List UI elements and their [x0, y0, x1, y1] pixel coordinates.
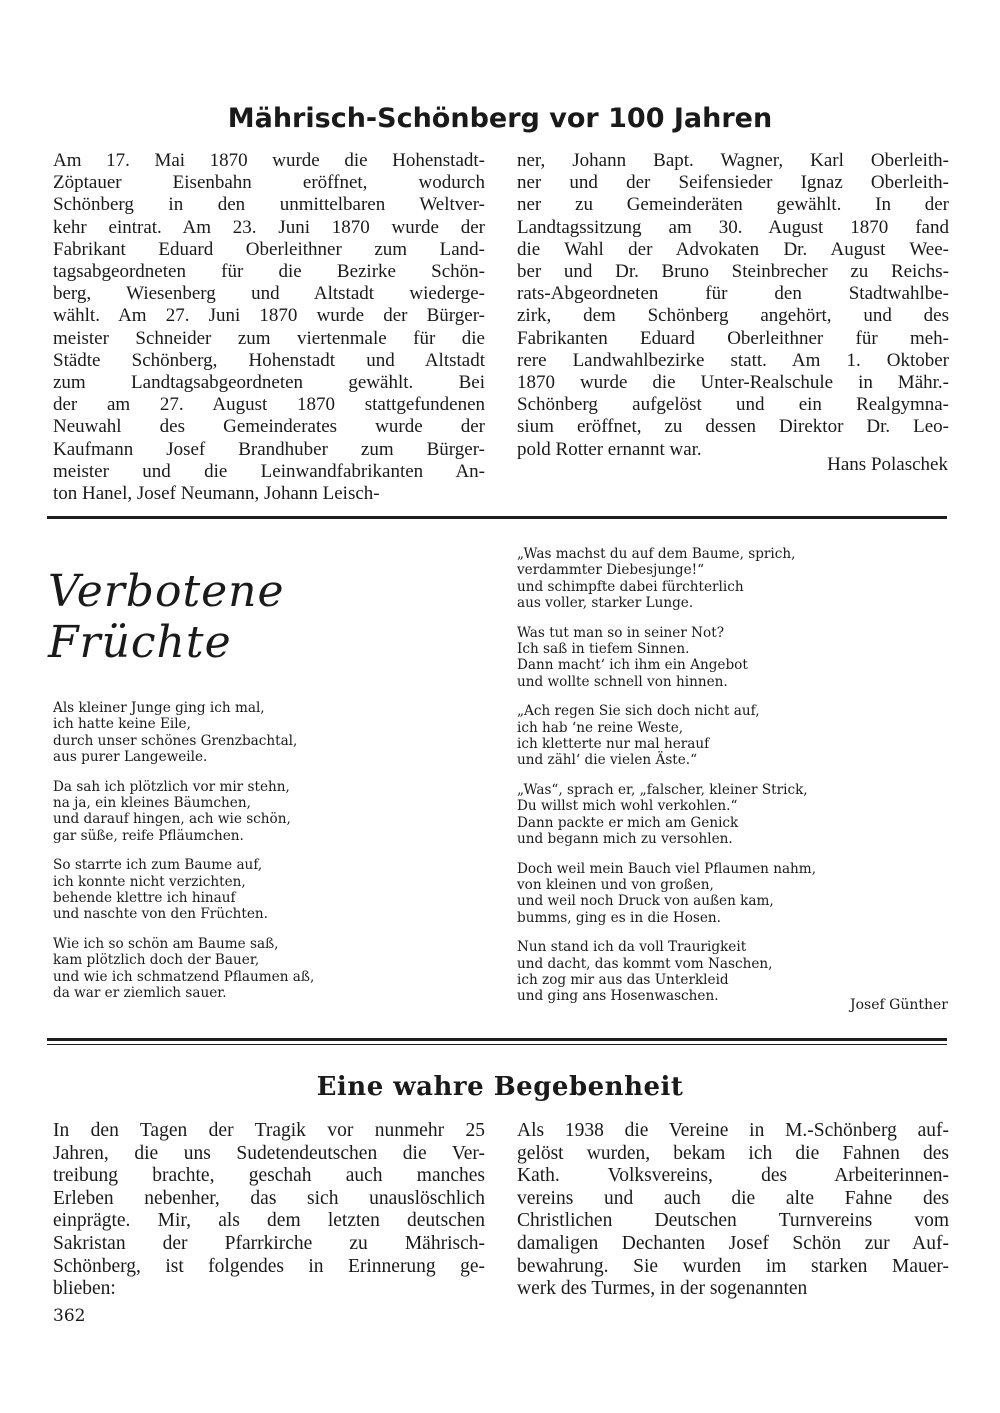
text-line: Neuwahl des Gemeinderates wurde der	[53, 416, 485, 438]
text-line: Fabrikant Eduard Oberleithner zum Land-	[53, 238, 485, 260]
article2-title: Eine wahre Begebenheit	[316, 1072, 684, 1102]
text-line: pold Rotter ernannt war.	[517, 438, 702, 460]
text-line: rats-Abgeordneten für den Stadtwahlbe-	[517, 283, 949, 305]
text-line: meister und die Leinwandfabrikanten An-	[53, 460, 485, 482]
text-line: tagsabgeordneten für die Bezirke Schön-	[53, 261, 485, 283]
text-line: Kath. Volksvereins, des Arbeiterinnen-	[517, 1165, 949, 1187]
article1-author: Hans Polaschek	[827, 454, 948, 475]
poem-title: Verbotene Früchte	[48, 566, 285, 668]
poem-column-right	[517, 546, 957, 1018]
article1-col2-text	[517, 150, 949, 461]
article2-column-left	[53, 1120, 485, 1301]
text-line: Kaufmann Josef Brandhuber zum Bürger-	[53, 438, 485, 460]
text-line: 1870 wurde die Unter-Realschule in Mähr.-	[517, 372, 949, 394]
text-line: Schönberg aufgelöst und ein Realgymna-	[517, 394, 949, 416]
text-line: wählt. Am 27. Juni 1870 wurde der Bürger-	[53, 305, 485, 327]
text-line: Landtagssitzung am 30. August 1870 fand	[517, 216, 949, 238]
text-line: blieben:	[53, 1278, 116, 1300]
text-line: kehr eintrat. Am 23. Juni 1870 wurde der	[53, 216, 485, 238]
poem-stanza: Als kleiner Junge ging ich mal, ich hatte keine Eile, durch unser schönes Grenzbachtal, aus purer Langeweile.	[53, 700, 298, 766]
text-line: bewahrung. Sie wurden im starken Mauer-	[517, 1255, 949, 1277]
divider-rule-2b	[47, 1044, 947, 1045]
text-line: Zöptauer Eisenbahn eröffnet, wodurch	[53, 172, 485, 194]
poem-column-left	[53, 700, 493, 1015]
text-line: damaligen Dechanten Josef Schön zur Auf-	[517, 1232, 949, 1254]
text-line: ner, Johann Bapt. Wagner, Karl Oberleith-	[517, 150, 949, 171]
text-line: Fabrikanten Eduard Oberleithner für meh-	[517, 327, 949, 349]
divider-rule-2	[47, 1038, 947, 1041]
article2-column-right	[517, 1120, 949, 1301]
article2-col2-text	[517, 1120, 949, 1301]
article1-col1-text	[53, 150, 485, 505]
poem-stanza: Nun stand ich da voll Traurigkeit und dacht, das kommt vom Naschen, ich zog mir aus das Unterkleid und ging ans Hosenwaschen.	[517, 939, 773, 1005]
text-line: Erleben nebenher, das sich unauslöschlich	[53, 1187, 485, 1209]
poem-stanza: So starrte ich zum Baume auf, ich konnte nicht verzichten, behende klettre ich hinauf und naschte von den Früchten.	[53, 857, 268, 923]
poem-stanza: Doch weil mein Bauch viel Pflaumen nahm, von kleinen und von großen, und weil noch Druck von außen kam, bumms, ging es in die Hosen.	[517, 860, 817, 926]
text-line: zum Landtagsabgeordneten gewählt. Bei	[53, 372, 485, 394]
poem-stanza: Da sah ich plötzlich vor mir stehn, na ja, ein kleines Bäumchen, und darauf hingen, ach wie schön, gar süße, reife Pfläumchen.	[53, 778, 291, 844]
text-line: Als 1938 die Vereine in M.-Schönberg auf-	[517, 1120, 949, 1141]
poem-author: Josef Günther	[850, 997, 948, 1013]
text-line: gelöst wurden, bekam ich die Fahnen des	[517, 1142, 949, 1164]
article2-col1-text	[53, 1120, 485, 1301]
poem-stanza: Was tut man so in seiner Not? Ich saß in tiefem Sinnen. Dann macht‘ ich ihm ein Angebot und wollte schnell von hinnen.	[517, 624, 748, 690]
divider-rule-1	[47, 516, 947, 519]
text-line: Städte Schönberg, Hohenstadt und Altstadt	[53, 349, 485, 371]
text-line: In den Tagen der Tragik vor nunmehr 25	[53, 1120, 485, 1141]
poem-stanza: „Ach regen Sie sich doch nicht auf, ich hab ‘ne reine Weste, ich kletterte nur mal herauf und zähl‘ die vielen Äste.“	[517, 703, 760, 769]
text-line: berg, Wiesenberg und Altstadt wiederge-	[53, 283, 485, 305]
text-line: Christlichen Deutschen Turnvereins vom	[517, 1210, 949, 1232]
text-line: ner zu Gemeinderäten gewählt. In der	[517, 194, 949, 216]
poem-stanza: „Was“, sprach er, „falscher, kleiner Strick, Du willst mich wohl verkohlen.“ Dann packte er mich am Genick und begann mich zu versohlen.	[517, 781, 808, 848]
poem-stanza: „Was machst du auf dem Baume, sprich, verdammter Diebesjunge!“ und schimpfte dabei fürchterlich aus voller, starker Lunge.	[517, 546, 796, 612]
text-line: ber und Dr. Bruno Steinbrecher zu Reichs-	[517, 261, 949, 283]
article1-title: Mährisch-Schönberg vor 100 Jahren	[227, 103, 773, 134]
text-line: der am 27. August 1870 stattgefundenen	[53, 394, 485, 416]
text-line: ner und der Seifensieder Ignaz Oberleith-	[517, 172, 949, 194]
page-number: 362	[53, 1306, 86, 1326]
text-line: vereins und auch die alte Fahne des	[517, 1187, 949, 1209]
poem-stanza: Wie ich so schön am Baume saß, kam plötzlich doch der Bauer, und wie ich schmatzend Pflaumen aß, da war er ziemlich sauer.	[53, 935, 315, 1002]
text-line: meister Schneider zum viertenmale für die	[53, 327, 485, 349]
text-line: die Wahl der Advokaten Dr. August Wee-	[517, 238, 949, 260]
text-line: zirk, dem Schönberg angehört, und des	[517, 305, 949, 327]
text-line: rere Landwahlbezirke statt. Am 1. Oktober	[517, 349, 949, 371]
text-line: ton Hanel, Josef Neumann, Johann Leisch-	[53, 483, 380, 505]
text-line: Sakristan der Pfarrkirche zu Mährisch-	[53, 1232, 485, 1254]
text-line: sium eröffnet, zu dessen Direktor Dr. Leo-	[517, 416, 949, 438]
text-line: einprägte. Mir, als dem letzten deutschen	[53, 1210, 485, 1232]
text-line: treibung brachte, geschah auch manches	[53, 1165, 485, 1187]
text-line: werk des Turmes, in der sogenannten	[517, 1278, 808, 1300]
text-line: Am 17. Mai 1870 wurde die Hohenstadt-	[53, 150, 485, 171]
article1-column-left	[53, 150, 485, 505]
text-line: Schönberg in den unmittelbaren Weltver-	[53, 194, 485, 216]
text-line: Schönberg, ist folgendes in Erinnerung ge-	[53, 1255, 485, 1277]
text-line: Jahren, die uns Sudetendeutschen die Ver-	[53, 1142, 485, 1164]
article1-column-right	[517, 150, 949, 461]
